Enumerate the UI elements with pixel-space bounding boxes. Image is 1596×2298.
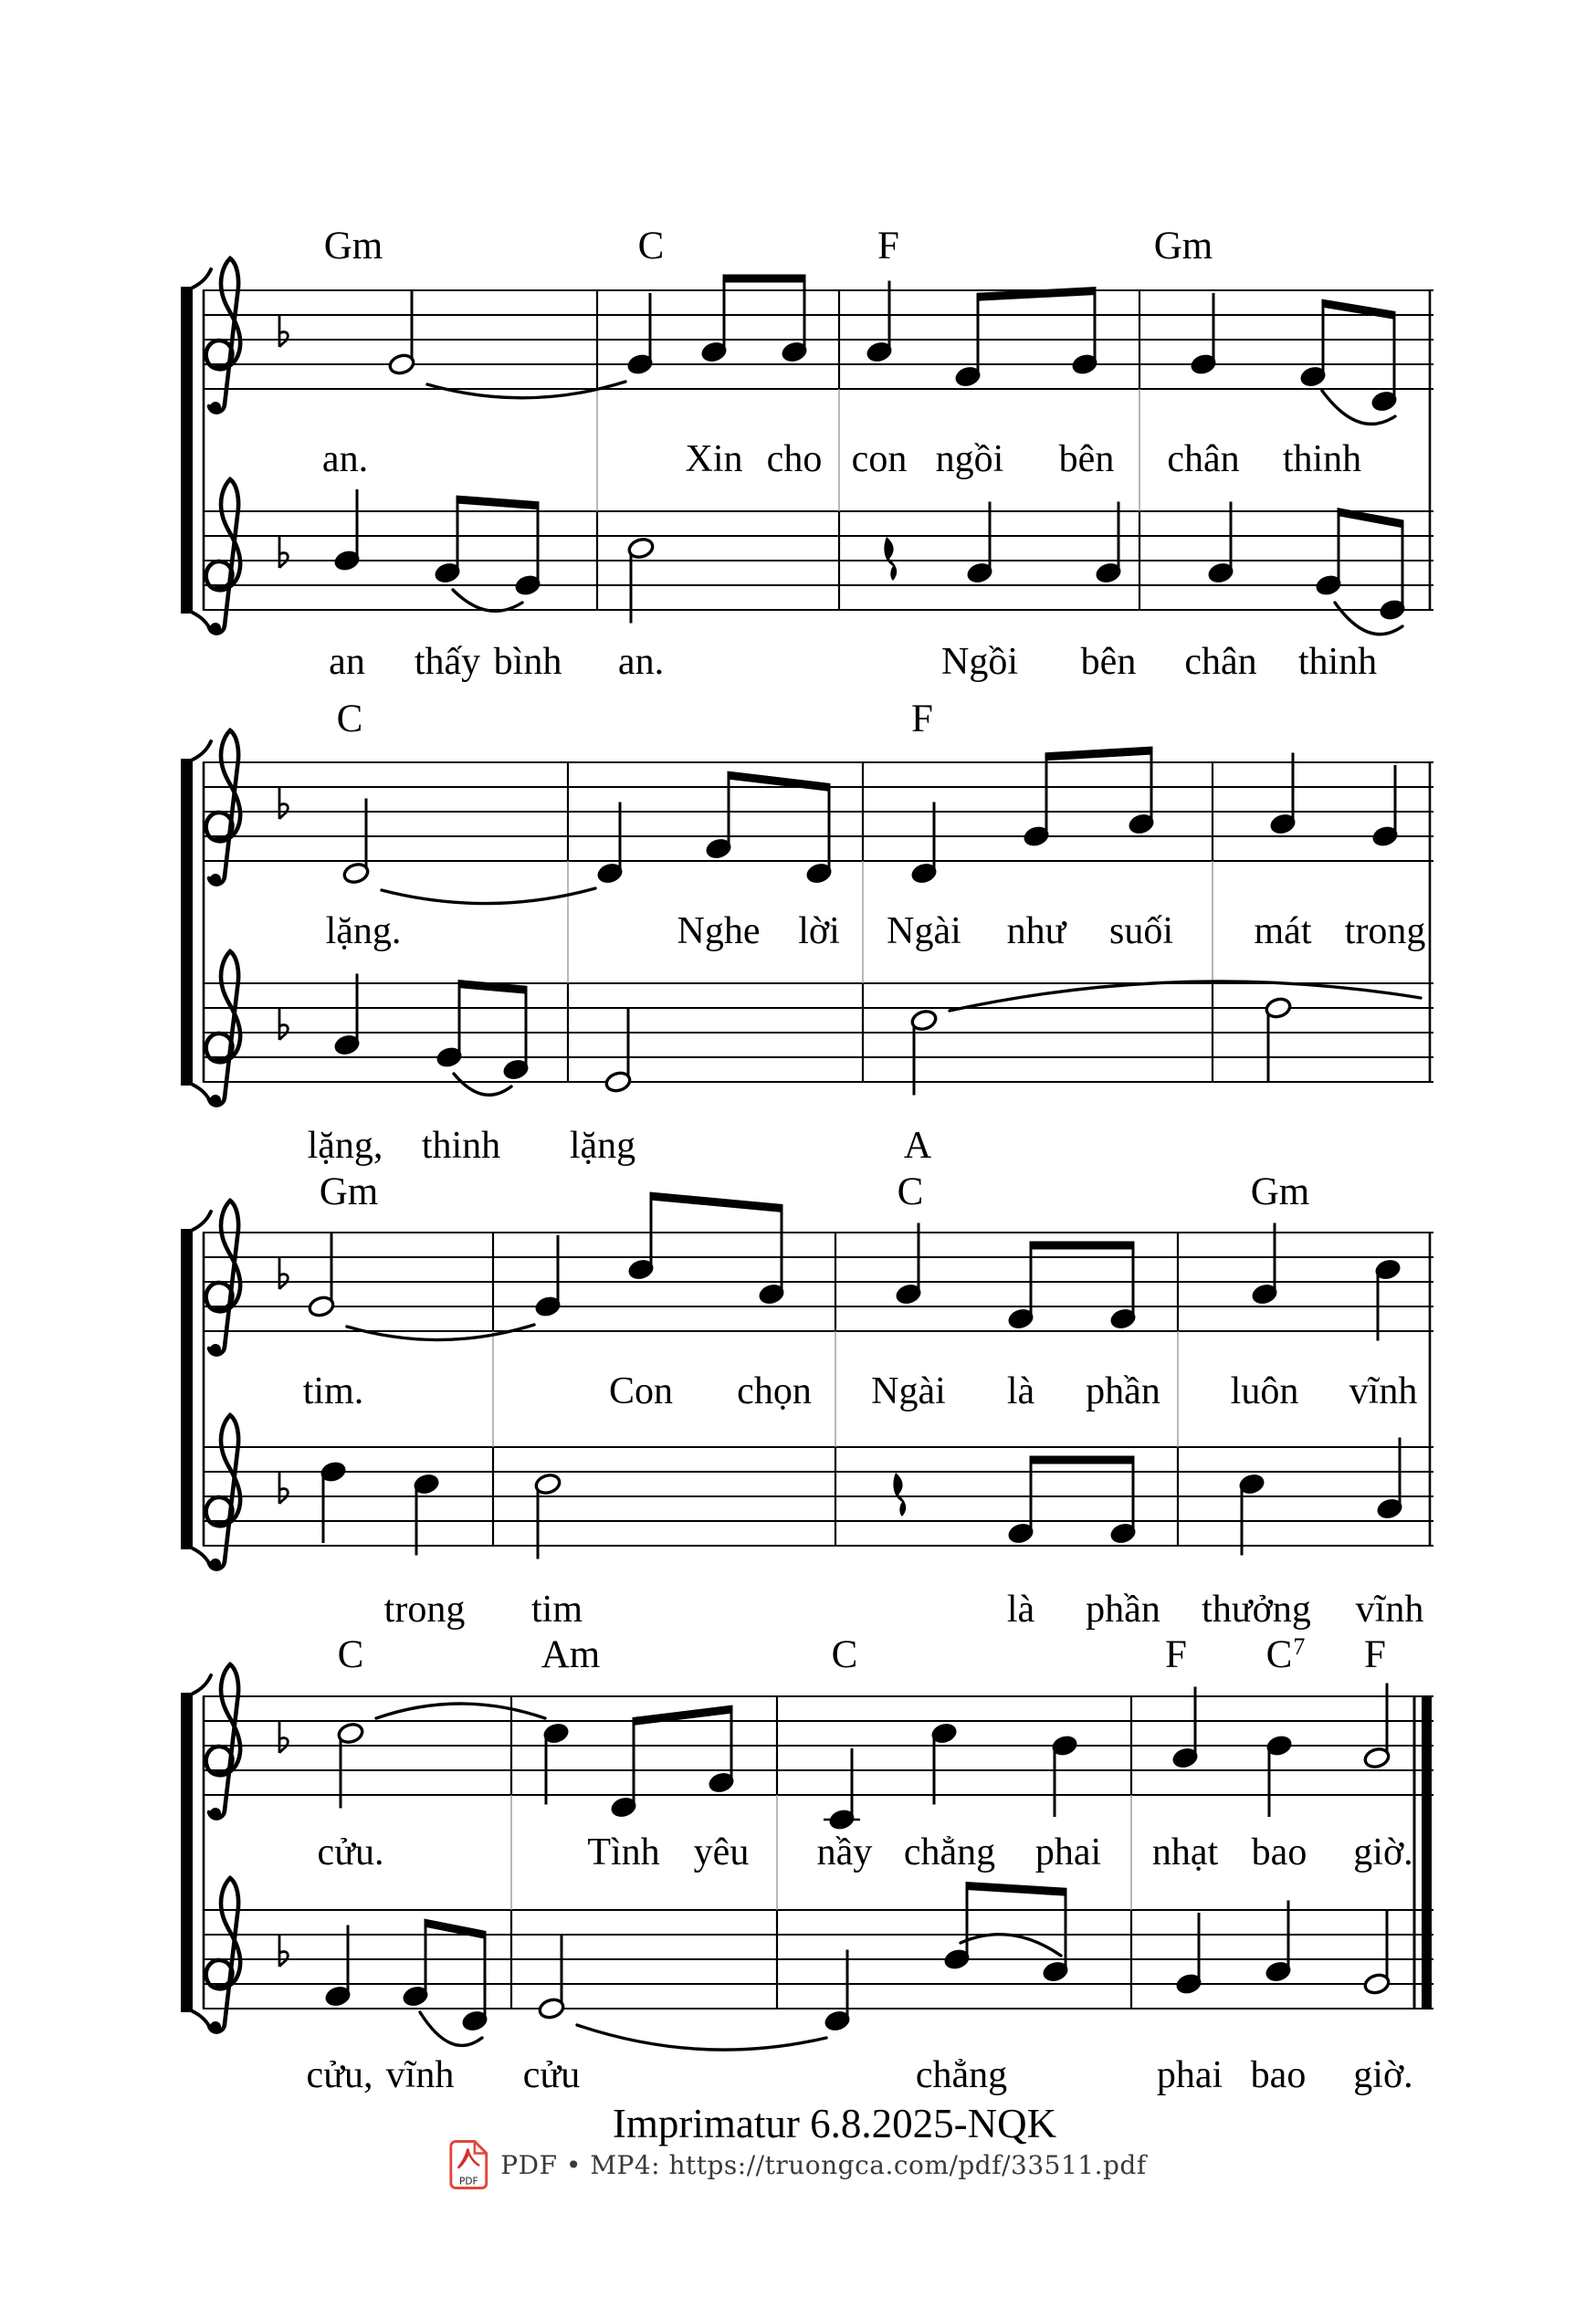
lyric-syllable: bao xyxy=(1250,2054,1307,2096)
lyric-syllable: tim. xyxy=(302,1370,364,1412)
lyric-syllable: chẳng xyxy=(903,1831,996,1873)
chord-symbol: F xyxy=(1165,1633,1187,1676)
lyric-syllable: lặng. xyxy=(325,910,402,952)
lyric-syllable: chân xyxy=(1184,641,1257,683)
chord-symbol: C xyxy=(337,1633,364,1676)
lyric-syllable: cho xyxy=(766,438,823,480)
lyric-syllable: tim xyxy=(530,1589,583,1631)
lyric-syllable: cửu. xyxy=(317,1831,384,1873)
lyric-syllable: trong xyxy=(383,1589,466,1631)
chord-symbol: F xyxy=(1364,1633,1386,1676)
lyric-syllable: mát xyxy=(1254,910,1312,952)
lyric-syllable: lặng xyxy=(569,1125,636,1167)
pdf-file-icon xyxy=(449,2140,488,2189)
footer-url-text[interactable]: PDF • MP4: https://truongca.com/pdf/33511.pdf xyxy=(500,2149,1147,2180)
lyric-syllable: chẳng xyxy=(915,2054,1008,2096)
lyric-syllable: chân xyxy=(1167,438,1240,480)
lyric-syllable: bao xyxy=(1251,1831,1307,1873)
chord-symbol: C xyxy=(637,225,665,268)
lyric-syllable: là xyxy=(1006,1589,1035,1631)
chord-symbol: Gm xyxy=(323,225,383,268)
lyric-syllable: Ngài xyxy=(871,1370,946,1412)
lyric-syllable: phần xyxy=(1086,1589,1160,1631)
pdf-badge-label: PDF xyxy=(459,2176,478,2188)
imprimatur-note: Imprimatur 6.8.2025-NQK xyxy=(612,2101,1057,2146)
lyric-syllable: nầy xyxy=(816,1831,873,1873)
lyric-syllable: luôn xyxy=(1230,1370,1299,1412)
chord-symbol: Am xyxy=(541,1633,601,1676)
chord-symbol: F xyxy=(911,698,933,740)
lyric-syllable: thưởng xyxy=(1202,1589,1311,1631)
lyric-syllable: bên xyxy=(1080,641,1137,683)
lyric-syllable: Ngồi xyxy=(941,641,1018,683)
chord-symbol: C xyxy=(336,698,363,740)
lyric-syllable: yêu xyxy=(693,1831,750,1873)
lyric-syllable: phai xyxy=(1034,1831,1102,1873)
chord-symbol: Gm xyxy=(1153,225,1213,268)
lyric-syllable: giờ. xyxy=(1353,2054,1413,2096)
lyric-syllable: giờ. xyxy=(1353,1831,1413,1873)
lyric-syllable: Tình xyxy=(587,1831,660,1873)
lyric-syllable: thinh xyxy=(1297,641,1378,683)
lyric-syllable: an. xyxy=(321,438,369,480)
lyric-syllable: thinh xyxy=(421,1125,501,1167)
chord-symbol: C xyxy=(831,1633,858,1676)
lyric-syllable: phần xyxy=(1086,1370,1160,1412)
chord-symbol: Gm xyxy=(319,1170,379,1213)
chord-symbol: F xyxy=(877,225,899,268)
lyric-syllable: an xyxy=(329,641,365,683)
lyric-syllable: phai xyxy=(1156,2054,1223,2096)
lyric-syllable: A xyxy=(903,1125,932,1167)
lyric-syllable: là xyxy=(1006,1370,1035,1412)
lyric-syllable: trong xyxy=(1344,910,1426,952)
lyric-syllable: vĩnh xyxy=(385,2054,455,2096)
chord-symbol: Gm xyxy=(1250,1170,1310,1213)
lyric-syllable: bình xyxy=(493,641,562,683)
lyric-syllable: nhạt xyxy=(1151,1831,1219,1873)
lyric-syllable: ngồi xyxy=(935,438,1004,480)
lyric-syllable: vĩnh xyxy=(1355,1589,1424,1631)
lyric-syllable: Nghe xyxy=(677,910,761,952)
lyric-syllable: Xin xyxy=(685,438,743,480)
lyric-syllable: suối xyxy=(1108,910,1174,952)
lyric-syllable: chọn xyxy=(737,1370,812,1412)
lyric-syllable: con xyxy=(851,438,908,480)
lyric-syllable: Ngài xyxy=(887,910,961,952)
lyric-syllable: cửu xyxy=(522,2054,581,2096)
chord-symbol: $C^7$ xyxy=(1265,1633,1306,1676)
lyric-syllable: lời xyxy=(798,910,840,952)
chord-symbol: C xyxy=(897,1170,924,1213)
footer-link-row[interactable] xyxy=(449,2140,1146,2189)
lyric-syllable: như xyxy=(1006,910,1066,952)
lyric-syllable: vĩnh xyxy=(1349,1370,1418,1412)
lyric-syllable: thinh xyxy=(1282,438,1362,480)
lyric-syllable: an. xyxy=(617,641,665,683)
lyric-syllable: cửu, xyxy=(306,2054,373,2096)
lyric-syllable: lặng, xyxy=(307,1125,383,1167)
lyric-syllable: thấy xyxy=(414,641,481,683)
lyric-syllable: Con xyxy=(608,1370,674,1412)
lyric-syllable: bên xyxy=(1058,438,1115,480)
